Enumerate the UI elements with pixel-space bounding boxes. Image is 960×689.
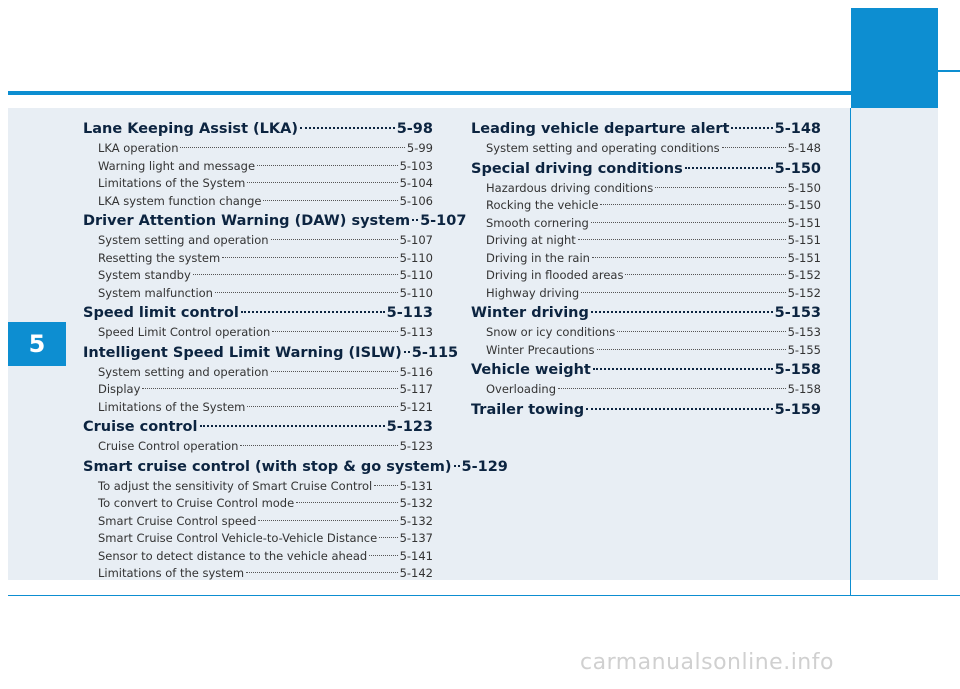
toc-subsection-page: 5-110 — [399, 285, 433, 300]
toc-subsection-title: Resetting the system — [98, 250, 221, 265]
toc-leader-dots — [454, 465, 460, 467]
toc-section-page: 5-123 — [386, 419, 433, 435]
toc-section-title: Winter driving — [471, 305, 589, 321]
toc-subsection-entry[interactable] — [471, 180, 821, 198]
toc-subsection-title: System standby — [98, 268, 191, 282]
toc-subsection-title: Warning light and message — [98, 158, 256, 173]
toc-subsection-entry[interactable] — [471, 381, 821, 399]
toc-subsection-entry[interactable] — [471, 324, 821, 342]
toc-section-page: 5-107 — [420, 213, 467, 229]
toc-leader-dots — [591, 311, 773, 313]
toc-section-page: 5-150 — [774, 160, 821, 177]
toc-subsection-title: System setting and operation — [98, 233, 269, 247]
chapter-number-tab[interactable] — [8, 322, 66, 366]
toc-subsection-page: 5-151 — [787, 250, 821, 265]
toc-subsection-page: 5-148 — [787, 141, 821, 155]
chapter-corner-tab — [851, 8, 938, 108]
toc-section-title: Trailer towing — [471, 401, 585, 418]
toc-leader-dots — [263, 200, 397, 201]
toc-section-page: 5-153 — [774, 305, 821, 321]
toc-subsection-entry[interactable] — [83, 364, 433, 382]
toc-leader-dots — [257, 165, 398, 166]
watermark: carmanualsonline.info — [580, 650, 834, 675]
toc-section-page: 5-159 — [774, 401, 821, 418]
toc-leader-dots — [600, 204, 785, 205]
toc-section-page: 5-148 — [774, 121, 821, 137]
toc-subsection-entry[interactable] — [83, 495, 433, 513]
toc-subsection-entry[interactable] — [471, 250, 821, 268]
toc-section-title: Intelligent Speed Limit Warning (ISLW) — [83, 344, 402, 361]
toc-subsection-page: 5-132 — [399, 496, 433, 510]
toc-subsection-entry[interactable] — [83, 140, 433, 158]
toc-subsection-title: Smart Cruise Control Vehicle-to-Vehicle Distance — [98, 531, 378, 545]
toc-section-title: Speed limit control — [83, 305, 239, 321]
toc-section-entry[interactable] — [83, 342, 459, 364]
toc-leader-dots — [296, 502, 397, 503]
toc-leader-dots — [241, 311, 385, 313]
toc-subsection-page: 5-117 — [399, 382, 433, 396]
toc-subsection-title: LKA system function change — [98, 193, 262, 208]
toc-leader-dots — [404, 351, 410, 353]
toc-section-entry[interactable] — [471, 118, 821, 140]
toc-subsection-title: Winter Precautions — [486, 342, 595, 357]
toc-subsection-title: System setting and operating conditions — [486, 141, 720, 155]
toc-subsection-title: Sensor to detect distance to the vehicle ahead — [98, 548, 368, 563]
toc-subsection-title: Hazardous driving conditions — [486, 180, 654, 195]
toc-subsection-title: Snow or icy conditions — [486, 325, 616, 339]
toc-leader-dots — [592, 257, 786, 258]
toc-leader-dots — [369, 555, 397, 556]
toc-subsection-title: Limitations of the System — [98, 176, 246, 190]
toc-section-page: 5-98 — [396, 121, 433, 137]
toc-subsection-page: 5-131 — [399, 478, 433, 493]
toc-subsection-entry[interactable] — [83, 399, 433, 417]
toc-section-title: Special driving conditions — [471, 160, 683, 177]
toc-section-page: 5-158 — [774, 362, 821, 378]
toc-subsection-title: To adjust the sensitivity of Smart Cruise Control — [98, 478, 373, 493]
toc-section-entry[interactable] — [471, 359, 821, 381]
toc-leader-dots — [247, 182, 397, 183]
toc-leader-dots — [142, 388, 397, 389]
toc-subsection-page: 5-106 — [399, 193, 433, 208]
toc-subsection-entry[interactable] — [83, 193, 433, 211]
toc-subsection-page: 5-152 — [787, 285, 821, 300]
toc-subsection-entry[interactable] — [83, 232, 433, 250]
toc-subsection-entry[interactable] — [471, 215, 821, 233]
toc-subsection-title: Speed Limit Control operation — [98, 325, 271, 339]
toc-right-column — [471, 118, 821, 421]
toc-subsection-title: System malfunction — [98, 285, 213, 300]
toc-leader-dots — [655, 187, 785, 188]
toc-subsection-page: 5-113 — [399, 325, 433, 339]
margin-rule — [850, 108, 851, 596]
toc-subsection-title: Highway driving — [486, 285, 580, 300]
toc-subsection-entry[interactable] — [83, 548, 433, 566]
toc-subsection-entry[interactable] — [471, 232, 821, 250]
toc-section-page: 5-129 — [461, 458, 508, 475]
toc-section-title: Vehicle weight — [471, 362, 591, 378]
toc-leader-dots — [300, 127, 395, 129]
toc-subsection-page: 5-110 — [399, 268, 433, 282]
toc-subsection-entry[interactable] — [471, 197, 821, 215]
toc-subsection-title: Overloading — [486, 382, 557, 396]
toc-section-entry[interactable] — [83, 302, 433, 324]
toc-subsection-entry[interactable] — [471, 140, 821, 158]
toc-subsection-page: 5-107 — [399, 233, 433, 247]
toc-section-title: Smart cruise control (with stop & go system) — [83, 458, 452, 475]
toc-subsection-title: Driving in the rain — [486, 250, 590, 265]
header-rule — [8, 91, 851, 95]
toc-subsection-entry[interactable] — [83, 175, 433, 193]
toc-subsection-title: Smart Cruise Control speed — [98, 513, 257, 528]
toc-subsection-page: 5-123 — [399, 439, 433, 453]
toc-subsection-title: To convert to Cruise Control mode — [98, 496, 295, 510]
toc-leader-dots — [258, 520, 397, 521]
toc-leader-dots — [271, 371, 398, 372]
toc-subsection-entry[interactable] — [83, 565, 433, 583]
toc-subsection-title: Display — [98, 382, 141, 396]
toc-subsection-title: Rocking the vehicle — [486, 198, 599, 212]
toc-subsection-page: 5-142 — [399, 566, 433, 580]
toc-leader-dots — [722, 147, 786, 148]
toc-subsection-page: 5-155 — [787, 342, 821, 357]
toc-subsection-page: 5-121 — [399, 399, 433, 414]
toc-leader-dots — [685, 167, 773, 169]
toc-subsection-entry[interactable] — [83, 513, 433, 531]
footer-rule — [8, 595, 960, 596]
toc-subsection-entry[interactable] — [471, 267, 821, 285]
toc-subsection-title: Driving at night — [486, 233, 576, 247]
toc-leader-dots — [617, 331, 785, 332]
toc-subsection-title: Smooth cornering — [486, 215, 589, 230]
toc-leader-dots — [200, 425, 385, 427]
toc-leader-dots — [597, 349, 786, 350]
toc-subsection-entry[interactable] — [83, 324, 433, 342]
toc-subsection-entry[interactable] — [83, 158, 433, 176]
toc-subsection-entry[interactable] — [83, 478, 433, 496]
toc-subsection-title: LKA operation — [98, 141, 179, 155]
toc-subsection-entry[interactable] — [83, 381, 433, 399]
toc-leader-dots — [731, 127, 772, 129]
toc-section-title: Leading vehicle departure alert — [471, 121, 730, 137]
toc-section-entry[interactable] — [83, 118, 433, 140]
toc-section-page: 5-113 — [386, 305, 433, 321]
toc-leader-dots — [591, 222, 786, 223]
toc-subsection-entry[interactable] — [83, 530, 433, 548]
toc-subsection-page: 5-132 — [399, 513, 433, 528]
toc-section-entry[interactable] — [471, 399, 821, 421]
toc-leader-dots — [180, 147, 404, 148]
toc-section-title: Driver Attention Warning (DAW) system — [83, 213, 411, 229]
toc-leader-dots — [215, 292, 398, 293]
toc-subsection-page: 5-99 — [406, 141, 433, 155]
toc-leader-dots — [247, 406, 397, 407]
header-rule-right — [938, 70, 960, 72]
toc-section-entry[interactable] — [471, 158, 821, 180]
toc-leader-dots — [246, 572, 398, 573]
toc-section-entry[interactable] — [83, 210, 467, 232]
toc-section-entry[interactable] — [471, 302, 821, 324]
toc-leader-dots — [272, 331, 397, 332]
toc-subsection-entry[interactable] — [83, 438, 433, 456]
toc-leader-dots — [593, 368, 773, 370]
toc-subsection-title: Driving in flooded areas — [486, 268, 624, 282]
toc-section-title: Cruise control — [83, 419, 198, 435]
toc-subsection-page: 5-150 — [787, 180, 821, 195]
toc-subsection-page: 5-104 — [399, 176, 433, 190]
toc-subsection-entry[interactable] — [83, 267, 433, 285]
toc-leader-dots — [558, 388, 786, 389]
toc-subsection-title: Cruise Control operation — [98, 439, 239, 453]
toc-subsection-page: 5-151 — [787, 233, 821, 247]
toc-subsection-title: System setting and operation — [98, 364, 269, 379]
toc-subsection-page: 5-158 — [787, 382, 821, 396]
toc-leader-dots — [271, 239, 398, 240]
toc-subsection-page: 5-103 — [399, 158, 433, 173]
toc-subsection-page: 5-150 — [787, 198, 821, 212]
toc-subsection-page: 5-141 — [399, 548, 433, 563]
toc-subsection-page: 5-116 — [399, 364, 433, 379]
toc-leader-dots — [586, 408, 772, 410]
toc-subsection-page: 5-152 — [787, 268, 821, 282]
toc-subsection-entry[interactable] — [83, 250, 433, 268]
toc-leader-dots — [193, 274, 398, 275]
toc-subsection-page: 5-153 — [787, 325, 821, 339]
toc-subsection-page: 5-151 — [787, 215, 821, 230]
toc-leader-dots — [578, 239, 786, 240]
toc-leader-dots — [625, 274, 785, 275]
toc-leader-dots — [581, 292, 785, 293]
toc-section-page: 5-115 — [411, 344, 459, 361]
toc-subsection-title: Limitations of the system — [98, 566, 245, 580]
toc-leader-dots — [379, 537, 397, 538]
toc-leader-dots — [374, 485, 397, 486]
toc-leader-dots — [240, 445, 397, 446]
toc-section-entry[interactable] — [83, 416, 433, 438]
toc-subsection-title: Limitations of the System — [98, 399, 246, 414]
toc-left-column — [83, 118, 508, 583]
toc-leader-dots — [222, 257, 397, 258]
chapter-number: 5 — [28, 330, 46, 358]
toc-subsection-page: 5-137 — [399, 531, 433, 545]
toc-subsection-entry[interactable] — [471, 285, 821, 303]
toc-section-entry[interactable] — [83, 456, 508, 478]
toc-subsection-entry[interactable] — [83, 285, 433, 303]
toc-section-title: Lane Keeping Assist (LKA) — [83, 121, 298, 137]
toc-subsection-entry[interactable] — [471, 342, 821, 360]
toc-leader-dots — [412, 219, 418, 221]
toc-subsection-page: 5-110 — [399, 250, 433, 265]
